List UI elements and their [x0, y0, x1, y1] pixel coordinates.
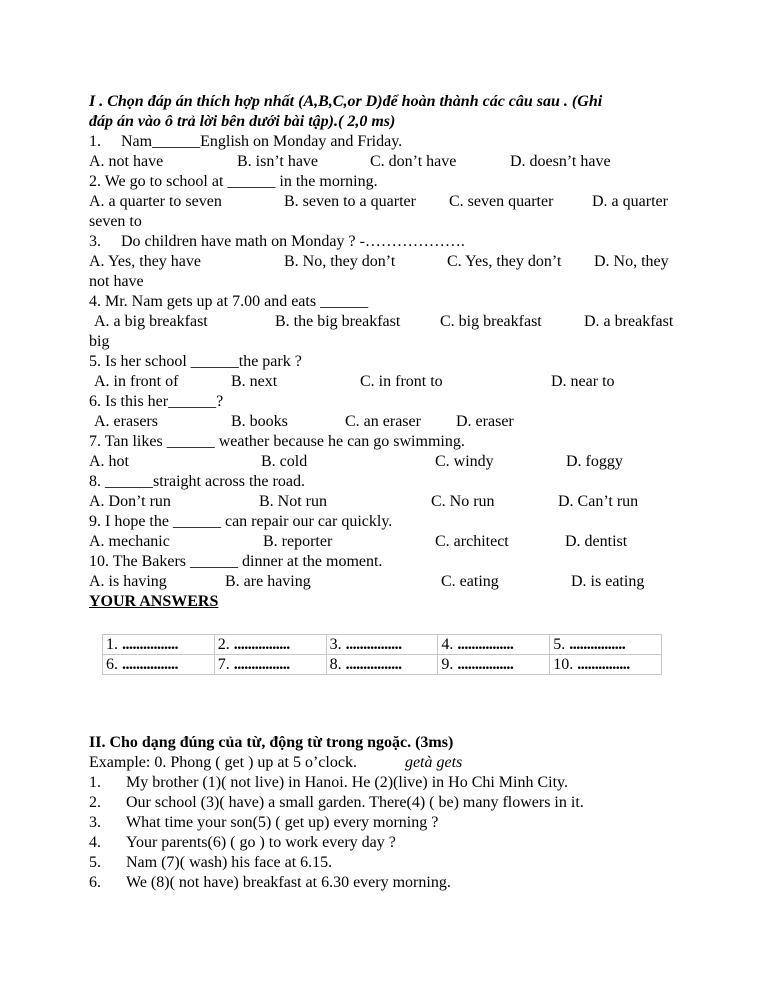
- option-a: A. mechanic: [89, 533, 170, 550]
- question-number: 3.: [89, 233, 101, 250]
- part2-item-3: [89, 813, 749, 833]
- item-text: Nam (7)( wash) his face at 6.15.: [126, 854, 333, 871]
- answer-blank: ................: [233, 656, 290, 673]
- part1-heading-line2: đáp án vào ô trả lời bên dưới bài tập).( 2,0 ms): [89, 113, 396, 130]
- answer-blank: ................: [457, 656, 514, 673]
- answer-cell-6[interactable]: [103, 655, 215, 675]
- question-number: 9.: [89, 513, 101, 530]
- question-text: We go to school at ______ in the morning.: [104, 173, 378, 190]
- question-4: [89, 292, 689, 312]
- option-c: C. windy: [435, 453, 494, 470]
- option-a: A. erasers: [94, 413, 158, 430]
- answer-blank: ................: [345, 636, 402, 653]
- question-text: Is this her______?: [105, 393, 224, 410]
- answer-cell-10[interactable]: [550, 655, 662, 675]
- question-text: Tan likes ______ weather because he can go swimming.: [104, 433, 465, 450]
- question-number: 6.: [89, 393, 101, 410]
- option-a: A. Don’t run: [89, 493, 171, 510]
- answer-blank: ................: [122, 636, 178, 653]
- part2-item-1: [89, 773, 749, 793]
- item-number: 3.: [89, 814, 101, 831]
- question-text: I hope the ______ can repair our car quickly.: [105, 513, 393, 530]
- answer-label: 5.: [553, 636, 566, 653]
- option-a: A. a quarter to seven: [89, 193, 222, 210]
- question-10: [89, 552, 689, 572]
- option-b: B. next: [231, 373, 278, 390]
- question-2-options: [89, 192, 689, 212]
- option-d: D. foggy: [566, 453, 623, 470]
- answer-cell-1[interactable]: [103, 635, 215, 655]
- question-5: [89, 352, 689, 372]
- answer-blank: ...............: [577, 656, 630, 673]
- option-b: B. are having: [225, 573, 311, 590]
- option-b: B. reporter: [263, 533, 333, 550]
- item-number: 1.: [89, 774, 101, 791]
- question-9-options: [89, 532, 689, 552]
- option-b: B. No, they don’t: [284, 253, 396, 270]
- option-d: D. near to: [551, 373, 615, 390]
- answer-cell-8[interactable]: [326, 655, 438, 675]
- answer-cell-4[interactable]: [438, 635, 550, 655]
- answers-heading: YOUR ANSWERS: [89, 593, 219, 610]
- question-3-options: [89, 252, 689, 272]
- option-c: C. No run: [431, 493, 495, 510]
- answer-blank: ................: [122, 656, 178, 673]
- question-4-options: [89, 312, 689, 332]
- answer-label: 9.: [441, 656, 454, 673]
- answer-blank: ................: [569, 636, 626, 653]
- item-text: My brother (1)( not live) in Hanoi. He (2)(live) in Ho Chi Minh City.: [126, 774, 568, 791]
- answer-cell-2[interactable]: [214, 635, 326, 655]
- question-number: 4.: [89, 293, 101, 310]
- part2-item-2: [89, 793, 749, 813]
- part2-item-4: [89, 833, 749, 853]
- example-answer: getà gets: [404, 754, 463, 771]
- question-1-options: [89, 152, 689, 172]
- part2-example: [89, 753, 689, 773]
- answer-label: 1.: [106, 636, 118, 653]
- question-5-options: [89, 372, 689, 392]
- answer-label: 6.: [106, 656, 118, 673]
- question-2: [89, 172, 689, 192]
- option-a: A. Yes, they have: [89, 253, 201, 270]
- answer-label: 4.: [441, 636, 454, 653]
- question-8-options: [89, 492, 689, 512]
- question-text: Is her school ______the park ?: [105, 353, 302, 370]
- answer-blank: ................: [233, 636, 290, 653]
- item-number: 4.: [89, 834, 101, 851]
- item-number: 2.: [89, 794, 101, 811]
- question-3: [89, 232, 689, 252]
- option-a: A. hot: [89, 453, 129, 470]
- answer-cell-3[interactable]: [326, 635, 438, 655]
- question-6: [89, 392, 689, 412]
- question-10-options: [89, 572, 689, 592]
- option-d: D. Can’t run: [558, 493, 639, 510]
- answer-label: 2.: [217, 636, 230, 653]
- item-text: We (8)( not have) breakfast at 6.30 every morning.: [126, 874, 451, 891]
- question-text: The Bakers ______ dinner at the moment.: [112, 553, 383, 570]
- option-d: D. No, they: [594, 253, 669, 270]
- question-2-option-wrap: seven to: [89, 213, 142, 230]
- part2-heading: II. Cho dạng đúng của từ, động từ trong ngoặc. (3ms): [89, 734, 454, 751]
- option-c: C. don’t have: [370, 153, 457, 170]
- option-b: B. the big breakfast: [275, 313, 401, 330]
- answer-cell-9[interactable]: [438, 655, 550, 675]
- option-c: C. seven quarter: [449, 193, 554, 210]
- question-number: 10.: [89, 553, 109, 570]
- question-6-options: [89, 412, 689, 432]
- option-a: A. in front of: [94, 373, 179, 390]
- option-b: B. seven to a quarter: [284, 193, 416, 210]
- answer-table: [102, 634, 662, 675]
- option-d: D. a breakfast: [584, 313, 674, 330]
- option-a: A. a big breakfast: [94, 313, 208, 330]
- answer-label: 3.: [329, 636, 342, 653]
- answer-cell-5[interactable]: [550, 635, 662, 655]
- question-9: [89, 512, 689, 532]
- answer-cell-7[interactable]: [214, 655, 326, 675]
- answer-row: [103, 635, 662, 655]
- option-b: B. Not run: [259, 493, 327, 510]
- question-number: 8.: [89, 473, 101, 490]
- question-1: [89, 132, 689, 152]
- question-3-option-wrap: not have: [89, 273, 144, 290]
- option-a: A. not have: [89, 153, 164, 170]
- option-b: B. isn’t have: [237, 153, 319, 170]
- part2-item-6: [89, 873, 749, 893]
- question-number: 7.: [89, 433, 101, 450]
- question-text: ______straight across the road.: [105, 473, 305, 490]
- option-d: D. a quarter: [592, 193, 668, 210]
- answer-label: 7.: [217, 656, 230, 673]
- option-c: C. an eraser: [345, 413, 421, 430]
- option-d: D. doesn’t have: [510, 153, 611, 170]
- item-text: Your parents(6) ( go ) to work every day ?: [126, 834, 396, 851]
- item-text: What time your son(5) ( get up) every morning ?: [126, 814, 439, 831]
- question-text: Nam______English on Monday and Friday.: [121, 133, 403, 150]
- question-text: Do children have math on Monday ? -……………….: [121, 233, 465, 250]
- example-text: Example: 0. Phong ( get ) up at 5 o’clock.: [89, 754, 357, 771]
- option-d: D. is eating: [571, 573, 645, 590]
- question-4-option-wrap: big: [89, 333, 110, 350]
- item-number: 6.: [89, 874, 101, 891]
- question-number: 1.: [89, 133, 101, 150]
- option-b: B. books: [231, 413, 288, 430]
- option-d: D. eraser: [456, 413, 514, 430]
- spacer: [89, 675, 689, 733]
- answer-label: 10.: [553, 656, 574, 673]
- answer-label: 8.: [329, 656, 342, 673]
- answer-blank: ................: [457, 636, 514, 653]
- option-c: C. architect: [435, 533, 509, 550]
- question-number: 5.: [89, 353, 101, 370]
- part1-heading-line1: I . Chọn đáp án thích hợp nhất (A,B,C,or D)để hoàn thành các câu sau . (Ghi: [89, 93, 603, 110]
- question-text: Mr. Nam gets up at 7.00 and eats ______: [105, 293, 369, 310]
- answer-row: [103, 655, 662, 675]
- option-c: C. Yes, they don’t: [447, 253, 562, 270]
- question-7-options: [89, 452, 689, 472]
- option-b: B. cold: [261, 453, 308, 470]
- question-number: 2.: [89, 173, 101, 190]
- option-c: C. in front to: [360, 373, 443, 390]
- spacer: [89, 612, 689, 634]
- option-c: C. big breakfast: [440, 313, 542, 330]
- option-a: A. is having: [89, 573, 167, 590]
- item-number: 5.: [89, 854, 101, 871]
- answer-blank: ................: [345, 656, 402, 673]
- question-8: [89, 472, 689, 492]
- option-c: C. eating: [441, 573, 499, 590]
- option-d: D. dentist: [565, 533, 628, 550]
- item-text: Our school (3)( have) a small garden. There(4) ( be) many flowers in it.: [126, 794, 584, 811]
- part2-item-5: [89, 853, 749, 873]
- question-7: [89, 432, 689, 452]
